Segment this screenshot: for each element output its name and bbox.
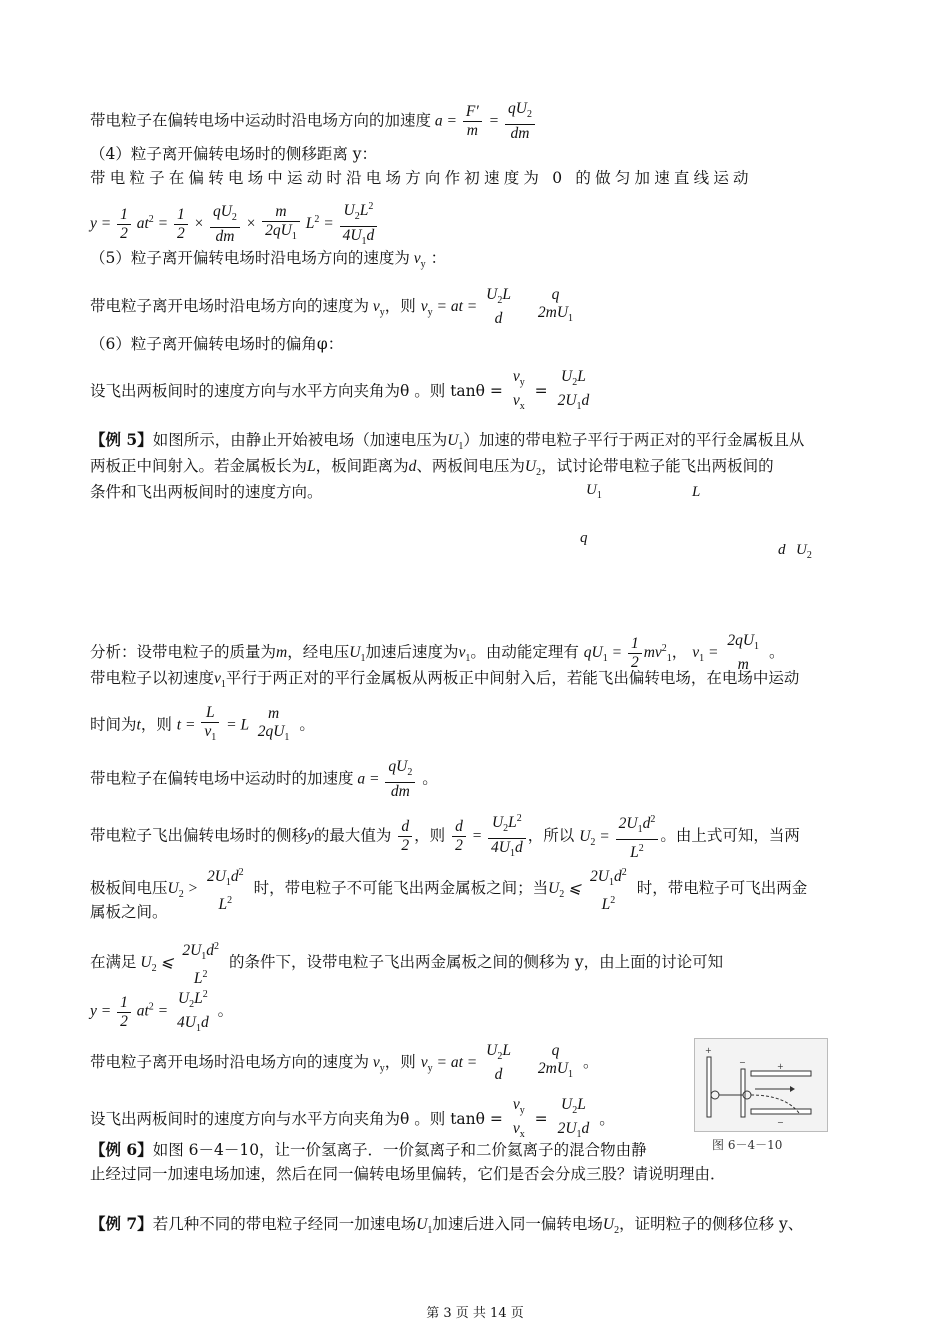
text-line: 分析：设带电粒子的质量为m，经电压$U_1$加速后速度为$v_1$。由动能定理有 $qU_1$ = $\frac{1}{2}$ $mv^2_1$， $v_1$ = $2qU_1$ m 。 — [90, 632, 785, 673]
text-line: （4）粒子离开偏转电场时的侧移距离 y： — [90, 145, 378, 163]
figure-caption: 图 6－4－10 — [712, 1138, 783, 1152]
text-line: 带电粒子离开电场时沿电场方向的速度为 $v_y$，则 $v_y$ = at = $U_2L$ d q $2mU_1$ — [90, 286, 574, 327]
page-footer: 第 3 页 共 14 页 — [426, 1306, 524, 1321]
svg-text:−: − — [739, 1058, 746, 1067]
figure-6-4-10 — [694, 1038, 828, 1132]
text-line: 属板之间。 — [90, 903, 168, 921]
figure-label-u1: $U_1$ — [586, 482, 602, 501]
text-line: 带电粒子在偏转电场中运动时的加速度 a = $\frac{qU_2}{dm}$ 。 — [90, 758, 438, 800]
formula: y = $\frac{1}{2}$ $at^2$ = $\frac{1}{2}$ × $\frac{qU_2}{dm}$ × $\frac{m}{2qU_1}$ $L^2$ = $\frac{U_2L^2}{4U_1d}$ — [90, 198, 379, 251]
svg-text:−: − — [777, 1118, 784, 1127]
text-line: 带电粒子在偏转电场中运动时沿电场方向的加速度 a = $\frac{F'}{m}$ = $\frac{qU_2}{dm}$ — [90, 100, 537, 143]
text-line: （5）粒子离开偏转电场时沿电场方向的速度为 $v_y$ ： — [90, 249, 447, 270]
text-line: 带电粒子飞出偏转电场时的侧移y的最大值为 $\frac{d}{2}$ ，则 $\frac{d}{2}$ = $\frac{U_2L^2}{4U_1d}$ ，所以 $U_2$ = $\frac{2U_1d^2}{L^2}$ 。由上式可知，当两 — [90, 810, 800, 863]
formula: y = $\frac{1}{2}$ $at^2$ = $U_2L^2$ $4U_1d$ 。 — [90, 989, 234, 1034]
text-line: 时间为t，则 t = $\frac{L}{v_1}$ = L m $2qU_1$ 。 — [90, 704, 315, 743]
text-line: 【例 6】如图 6－4－10，让一价氢离子．一价氦离子和二价氦离子的混合物由静 — [90, 1140, 647, 1159]
text-line: 【例 5】如图所示，由静止开始被电场（加速电压为$U_1$）加速的带电粒子平行于两正对的平行金属板且从 — [90, 430, 805, 452]
text-line: 极板间电压$U_2$ > $2U_1d^2$ $L^2$ 时，带电粒子不可能飞出两金属板之间；当$U_2$ ⩽ $2U_1d^2$ $L^2$ 时，带电粒子可飞出两金 — [90, 867, 808, 913]
text-line: 设飞出两板间时的速度方向与水平方向夹角为θ 。则 tanθ = $v_y$ $v_x$ = $U_2L$ $2U_1d$ — [90, 368, 590, 412]
text-line: 带电粒子在偏转电场中运动时沿电场方向作初速度为 0 的做匀加速直线运动 — [90, 169, 753, 187]
figure-diagram — [695, 1039, 827, 1131]
text-line: 在满足 $U_2$ ⩽ $2U_1d^2$ $L^2$ 的条件下，设带电粒子飞出两金属板之间的侧移为 y，由上面的讨论可知 — [90, 941, 724, 987]
text-line: 【例 7】若几种不同的带电粒子经同一加速电场$U_1$加速后进入同一偏转电场$U_2$，证明粒子的侧移位移 y、 — [90, 1214, 804, 1236]
figure-label-d: d — [778, 542, 786, 558]
text-line: 两板正中间射入。若金属板长为L，板间距离为d、两板间电压为$U_2$，试讨论带电粒子能飞出两板间的 — [90, 457, 774, 478]
text-line: 条件和飞出两板间时的速度方向。 — [90, 483, 323, 501]
svg-text:+: + — [705, 1046, 712, 1055]
text-line: 设飞出两板间时的速度方向与水平方向夹角为θ 。则 tanθ = $v_y$ $v_x$ = $U_2L$ $2U_1d$ 。 — [90, 1096, 615, 1140]
figure-label-q: q — [580, 530, 588, 546]
figure-label-l: L — [692, 484, 701, 500]
text-line: 带电粒子离开电场时沿电场方向的速度为 $v_y$，则 $v_y$ = at = $U_2L$ d q $2mU_1$ 。 — [90, 1042, 599, 1083]
figure-label-u2: $U_2$ — [796, 542, 812, 561]
text-line: （6）粒子离开偏转电场时的偏角φ： — [90, 335, 344, 353]
svg-text:+: + — [777, 1062, 784, 1071]
text-line: 止经过同一加速电场加速，然后在同一偏转电场里偏转，它们是否会分成三股？请说明理由． — [90, 1165, 726, 1183]
text-line: 带电粒子以初速度$v_1$平行于两正对的平行金属板从两板正中间射入后，若能飞出偏转电场，在电场中运动 — [90, 669, 800, 690]
